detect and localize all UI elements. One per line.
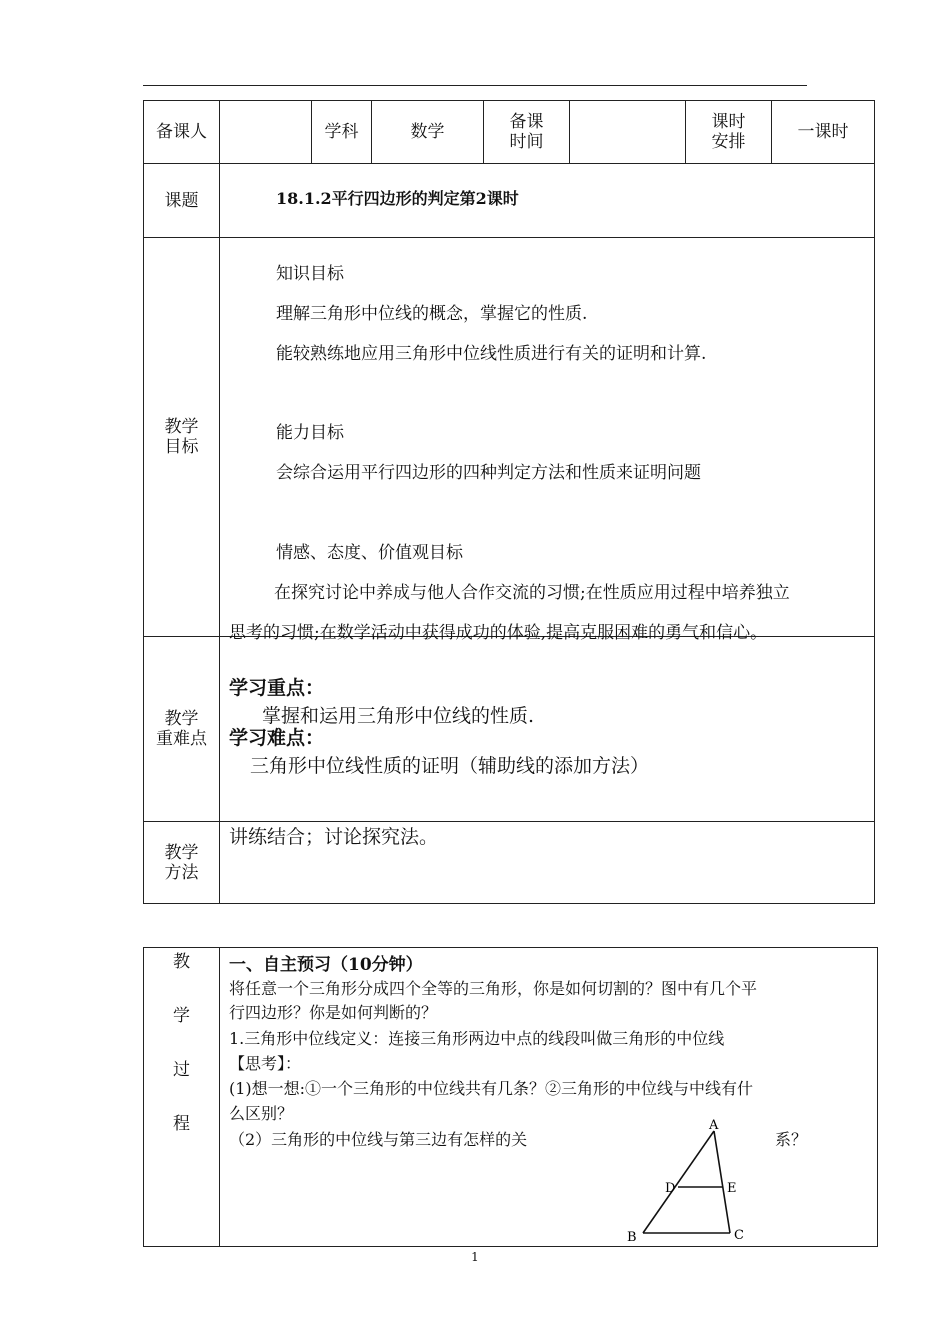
process-label-char-1: 教 bbox=[173, 952, 190, 972]
prep-time-label-line-1: 备课 bbox=[509, 112, 544, 132]
process-label-char-4: 程 bbox=[173, 1114, 190, 1134]
process-label bbox=[144, 948, 220, 1247]
key-points-label-line-1: 教学 bbox=[164, 709, 199, 729]
process-line-7b: 系？ bbox=[775, 1130, 808, 1149]
header-rule bbox=[143, 85, 807, 86]
prep-time-label bbox=[484, 101, 570, 164]
prep-time-value bbox=[570, 101, 686, 164]
key-points-label bbox=[144, 637, 220, 822]
point-e-label: E bbox=[727, 1181, 737, 1196]
process-line-5: (1)想一想:①一个三角形的中位线共有几条？②三角形的中位线与中线有什 bbox=[229, 1079, 754, 1098]
objectives-row bbox=[144, 238, 875, 637]
preparer-value bbox=[220, 101, 312, 164]
process-line-6: 么区别？ bbox=[229, 1104, 294, 1123]
method-label-line-2: 方法 bbox=[164, 862, 199, 883]
process-line-7a: （2）三角形的中位线与第三边有怎样的关 bbox=[229, 1130, 528, 1149]
method-value: 讲练结合；讨论探究法。 bbox=[229, 826, 439, 848]
key-points-label-line-2: 重难点 bbox=[156, 729, 207, 749]
process-cell bbox=[220, 948, 878, 1247]
preparer-label: 备课人 bbox=[144, 101, 220, 164]
page-number: 1 bbox=[471, 1250, 479, 1264]
process-label-char-3: 过 bbox=[173, 1060, 190, 1080]
key-points-cell bbox=[220, 637, 875, 822]
point-d-label: D bbox=[665, 1181, 676, 1196]
method-cell bbox=[220, 822, 875, 904]
schedule-label-line-2: 安排 bbox=[711, 132, 746, 152]
knowledge-title: 知识目标 bbox=[276, 264, 344, 284]
schedule-label-line-1: 课时 bbox=[711, 112, 746, 132]
header-row bbox=[144, 101, 875, 164]
difficulty-text: 三角形中位线性质的证明（辅助线的添加方法） bbox=[250, 755, 650, 777]
objectives-label-line-1: 教学 bbox=[164, 417, 199, 437]
topic-label: 课题 bbox=[144, 164, 220, 238]
lesson-info-table bbox=[143, 100, 875, 904]
ability-item-1: 会综合运用平行四边形的四种判定方法和性质来证明问题 bbox=[276, 463, 701, 483]
objectives-label-line-2: 目标 bbox=[164, 437, 199, 457]
objectives-label bbox=[144, 238, 220, 637]
emotion-line-2: 思考的习惯;在数学活动中获得成功的体验,提高克服困难的勇气和信心。 bbox=[229, 623, 768, 643]
point-c-label: C bbox=[734, 1228, 744, 1243]
method-row bbox=[144, 822, 875, 904]
knowledge-item-1: 理解三角形中位线的概念，掌握它的性质. bbox=[276, 304, 588, 324]
ability-title: 能力目标 bbox=[276, 423, 344, 443]
process-line-1: 将任意一个三角形分成四个全等的三角形，你是如何切割的？图中有几个平 bbox=[229, 979, 758, 998]
subject-value: 数学 bbox=[372, 101, 484, 164]
key-points-row bbox=[144, 637, 875, 822]
emotion-title: 情感、态度、价值观目标 bbox=[276, 543, 463, 563]
topic-row bbox=[144, 164, 875, 238]
schedule-value: 一课时 bbox=[772, 101, 875, 164]
focus-text: 掌握和运用三角形中位线的性质. bbox=[262, 705, 535, 727]
difficulty-title: 学习难点： bbox=[229, 727, 325, 749]
process-line-4: 【思考】： bbox=[229, 1054, 302, 1073]
point-a-label: A bbox=[709, 1118, 719, 1133]
topic-cell bbox=[220, 164, 875, 238]
subject-label: 学科 bbox=[312, 101, 372, 164]
topic-value: 18.1.2平行四边形的判定第2课时 bbox=[276, 189, 519, 208]
side-ab bbox=[643, 1131, 714, 1233]
process-line-3: 1.三角形中位线定义：连接三角形两边中点的线段叫做三角形的中位线 bbox=[229, 1029, 725, 1048]
process-line-2: 行四边形？你是如何判断的？ bbox=[229, 1003, 438, 1022]
focus-title: 学习重点： bbox=[229, 677, 325, 699]
emotion-line-1: 在探究讨论中养成与他人合作交流的习惯;在性质应用过程中培养独立 bbox=[274, 583, 790, 603]
process-table bbox=[143, 947, 878, 1247]
process-row bbox=[144, 948, 878, 1247]
schedule-label bbox=[686, 101, 772, 164]
triangle-figure bbox=[610, 1113, 765, 1248]
objectives-cell bbox=[220, 238, 875, 643]
method-label bbox=[144, 822, 220, 904]
prep-time-label-line-2: 时间 bbox=[509, 132, 544, 152]
knowledge-item-2: 能较熟练地应用三角形中位线性质进行有关的证明和计算. bbox=[276, 344, 707, 364]
process-label-char-2: 学 bbox=[173, 1006, 190, 1026]
section-title: 一、自主预习（10分钟） bbox=[229, 955, 423, 975]
method-label-line-1: 教学 bbox=[164, 842, 199, 863]
point-b-label: B bbox=[627, 1230, 637, 1245]
